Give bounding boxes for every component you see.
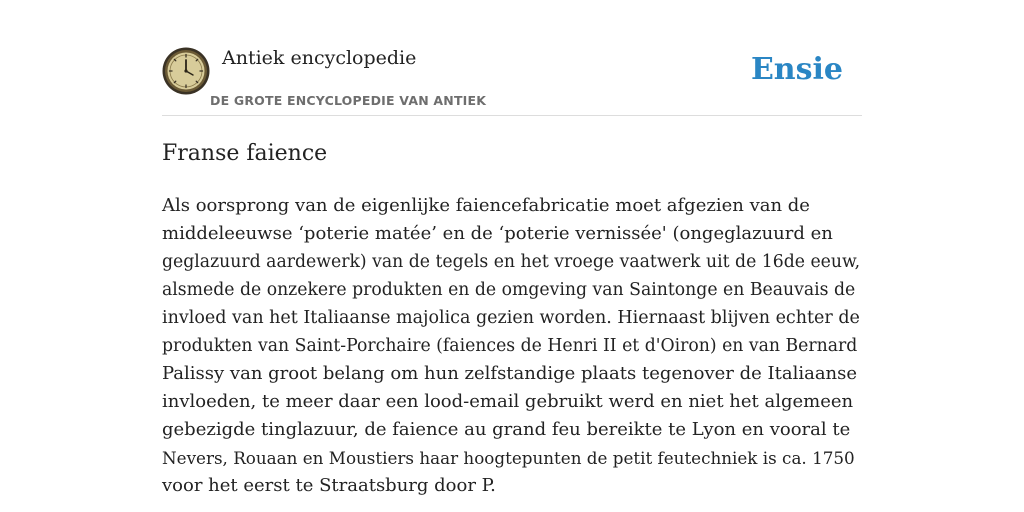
site-name[interactable]: Antiek encyclopedie xyxy=(222,47,417,69)
article-line: gebezigde tinglazuur, de faience au grand feu bereikte te Lyon en vooral te xyxy=(162,419,851,440)
site-tagline: DE GROTE ENCYCLOPEDIE VAN ANTIEK xyxy=(210,93,487,108)
article-body xyxy=(162,192,862,500)
article-line: Nevers, Rouaan en Moustiers haar hoogtepunten de petit feutechniek is ca. 1750 xyxy=(162,448,855,468)
article-title: Franse faience xyxy=(162,141,328,166)
header-divider xyxy=(162,115,862,116)
article-line: Palissy van groot belang om hun zelfstandige plaats tegenover de Italiaanse xyxy=(162,363,858,384)
article-line: invloeden, te meer daar een lood-email gebruikt werd en niet het algemeen xyxy=(162,391,854,412)
article-line: invloed van het Italiaanse majolica gezien worden. Hiernaast blijven echter de xyxy=(162,308,860,328)
article-line: alsmede de onzekere produkten en de omgeving van Saintonge en Beauvais de xyxy=(162,280,856,300)
article-line: middeleeuwse ‘poterie matée’ en de ‘poterie vernissée' (ongeglazuurd en xyxy=(162,223,833,244)
article-line: Als oorsprong van de eigenlijke faiencefabricatie moet afgezien van de xyxy=(162,195,810,216)
antique-clock-icon[interactable] xyxy=(162,47,210,95)
article-line: geglazuurd aardewerk) van de tegels en het vroege vaatwerk uit de 16de eeuw, xyxy=(162,252,861,272)
article-line: voor het eerst te Straatsburg door P. xyxy=(162,475,496,496)
article-line: produkten van Saint-Porchaire (faiences de Henri II et d'Oiron) en van Bernard xyxy=(162,336,858,356)
ensie-logo[interactable]: Ensie xyxy=(750,52,843,87)
